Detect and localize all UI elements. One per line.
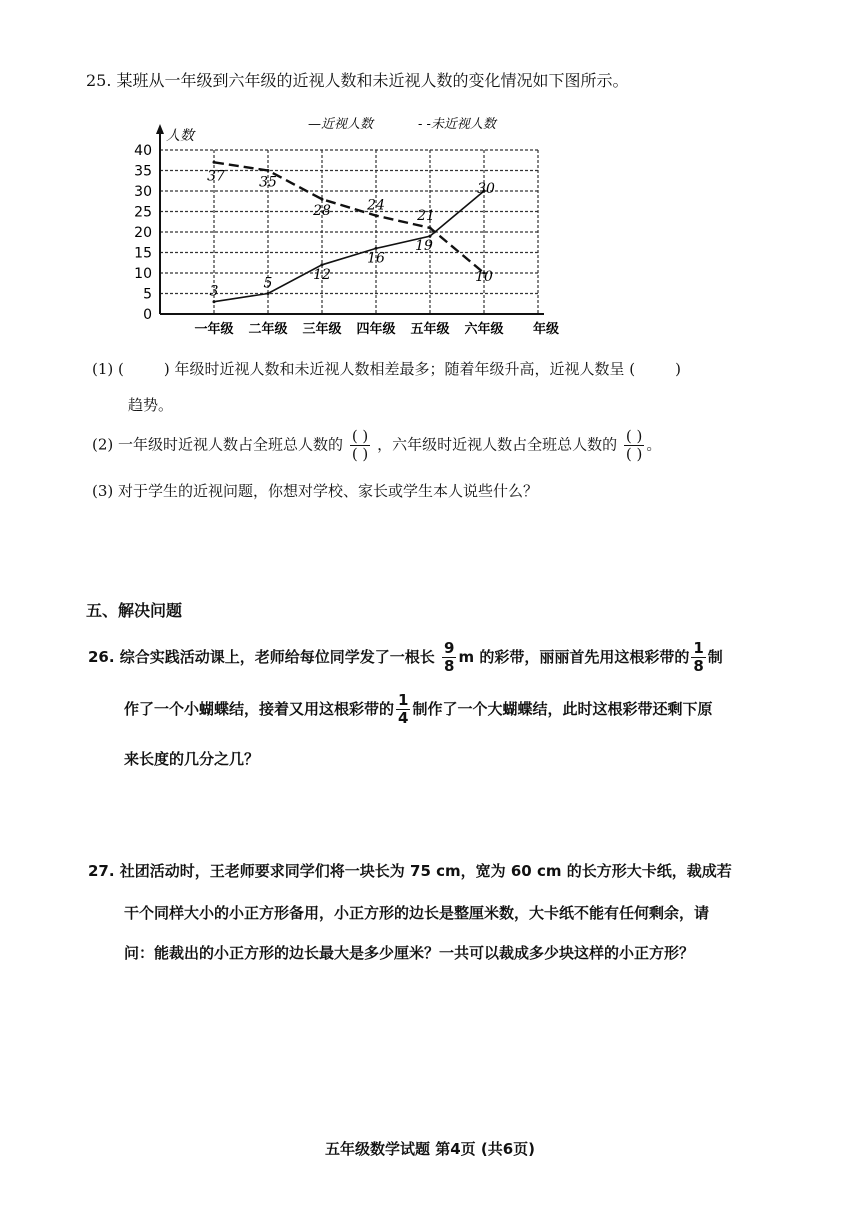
q25-sub2-b: ，六年级时近视人数占全班总人数的 [377,435,618,454]
y-tick-label: 0 [143,307,152,323]
data-label: 12 [313,266,331,283]
y-tick-label: 5 [143,286,152,303]
x-tick-label: 一年级 [194,322,234,337]
q26-line1: 26. 综合实践活动课上，老师给每位同学发了一根长 $\frac{9}{8}$ m 的彩带，丽丽首先用这根彩带的 $\frac{1}{8}$ 制 [88,639,723,675]
fraction-9-8: $\frac{9}{8}$ [444,639,455,675]
x-tick-label: 三年级 [302,322,342,337]
y-tick-label: 30 [134,184,152,200]
legend-solid: —近视人数 [308,117,374,132]
legend-dashed: - -未近视人数 [418,117,496,132]
q25-sub1 [92,358,681,379]
data-point [375,214,378,217]
data-label: 35 [259,174,277,191]
q27-line2: 干个同样大小的小正方形备用，小正方形的边长是整厘米数，大卡纸不能有任何剩余，请 [124,904,710,922]
y-tick-label: 35 [134,163,152,180]
x-tick-label: 四年级 [356,322,396,337]
y-axis-label: 人数 [166,128,194,144]
y-axis-arrow [156,124,164,134]
data-label: 19 [415,238,433,255]
data-point [267,292,270,295]
data-label: 24 [367,197,385,214]
x-tick-label: 五年级 [410,322,450,337]
q25-sub2-a: (2) 一年级时近视人数占全班总人数的 [92,435,344,454]
blank-fraction-1[interactable]: $\frac{( )}{( )}$ [351,427,369,463]
blank-fraction-2[interactable]: $\frac{( )}{( )}$ [625,427,643,463]
x-axis-label: 年级 [532,322,560,337]
y-tick-label: 15 [134,245,152,262]
data-point [267,169,270,172]
data-label: 16 [367,250,385,267]
q25-sub1-a: (1) ( [92,360,124,378]
page-footer: 五年级数学试题 第4页 (共6页) [324,1140,536,1158]
data-label: 37 [207,168,225,185]
y-tick-label: 20 [134,225,152,241]
y-tick-label: 25 [134,204,152,221]
data-point [213,161,216,164]
data-label: 21 [417,207,435,224]
data-label: 30 [477,181,495,197]
y-tick-label: 40 [134,143,152,159]
q25-title: 25. 某班从一年级到六年级的近视人数和未近视人数的变化情况如下图所示。 [86,71,629,90]
q25-sub1-trend: 趋势。 [128,396,174,414]
x-tick-label: 二年级 [248,322,288,337]
x-tick-label: 六年级 [464,322,504,337]
q26-line2: 作了一个小蝴蝶结，接着又用这根彩带的 $\frac{1}{4}$ 制作了一个大蝴蝶结，此时这根彩带还剩下原 [124,691,713,727]
q25-sub3: (3) 对于学生的近视问题，你想对学校、家长或学生本人说些什么？ [92,482,539,500]
data-label: 10 [475,269,493,285]
line-chart [118,112,568,342]
section-title: 五、解决问题 [86,601,183,620]
fraction-1-8: $\frac{1}{8}$ [693,639,704,675]
data-label: 3 [209,283,219,300]
data-point [213,300,216,303]
data-label: 28 [313,203,331,220]
data-point [321,198,324,201]
q27-line3: 问：能裁出的小正方形的边长最大是多少厘米？一共可以裁成多少块这样的小正方形？ [124,944,695,962]
data-label: 5 [263,275,273,292]
q25-sub1-c: ) [675,360,681,378]
q26-line3: 来长度的几分之几？ [124,750,260,768]
data-point [429,226,432,229]
q27-line1: 27. 社团活动时，王老师要求同学们将一块长为 75 cm，宽为 60 cm 的长方形大卡纸，裁成若 [88,862,732,880]
q25-sub1-b: ) 年级时近视人数和未近视人数相差最多；随着年级升高，近视人数呈 ( [163,360,636,378]
y-tick-label: 10 [134,266,152,282]
q25-sub2 [92,428,661,463]
fraction-1-4: $\frac{1}{4}$ [398,691,409,727]
q25-sub2-c: 。 [646,435,662,454]
